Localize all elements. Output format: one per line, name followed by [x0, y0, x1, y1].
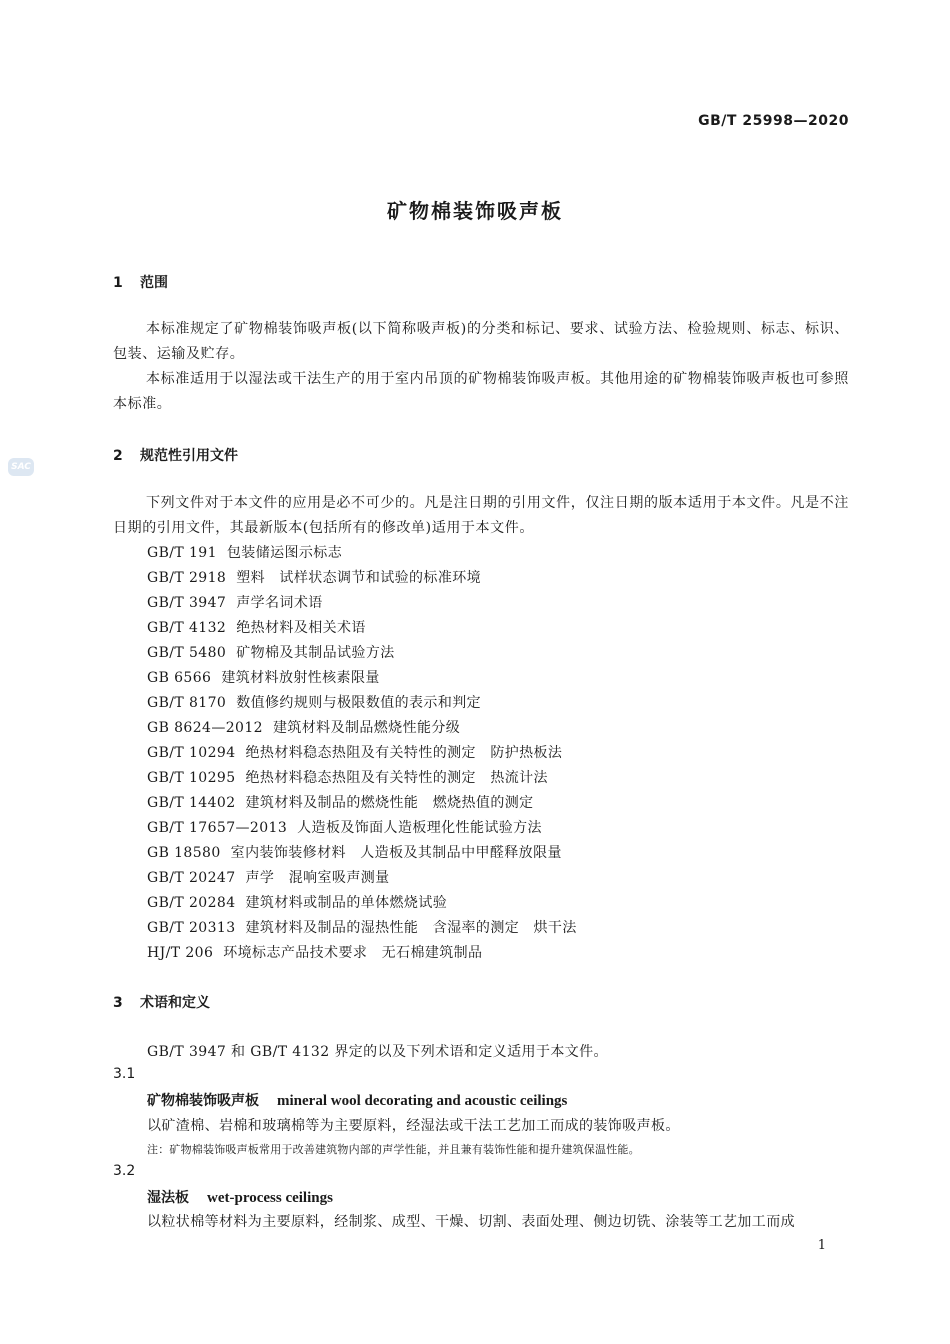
term-chinese: 矿物棉装饰吸声板	[147, 1093, 259, 1109]
reference-code: GB/T 4132	[147, 620, 227, 636]
reference-title: 室内装饰装修材料 人造板及其制品中甲醛释放限量	[230, 845, 562, 861]
reference-title: 绝热材料及相关术语	[236, 620, 366, 636]
term-heading	[147, 1090, 567, 1110]
reference-code: GB/T 8170	[147, 695, 227, 711]
reference-item	[147, 816, 542, 841]
reference-item	[147, 791, 534, 816]
section-heading-terms	[113, 992, 210, 1012]
term-heading	[147, 1187, 333, 1207]
section-title: 规范性引用文件	[140, 448, 238, 464]
section-title: 范围	[140, 275, 168, 291]
clause-number: 3.1	[113, 1066, 136, 1082]
reference-title: 声学 混响室吸声测量	[245, 870, 390, 886]
reference-code: GB/T 14402	[147, 795, 236, 811]
normative-intro: 下列文件对于本文件的应用是必不可少的。凡是注日期的引用文件，仅注日期的版本适用于本文件。凡是不注日期的引用文件，其最新版本(包括所有的修改单)适用于本文件。	[113, 495, 849, 536]
reference-code: GB/T 20313	[147, 920, 236, 936]
reference-code: GB/T 5480	[147, 645, 227, 661]
reference-code: GB/T 2918	[147, 570, 227, 586]
reference-code: GB/T 10295	[147, 770, 236, 786]
reference-item	[147, 641, 395, 666]
reference-item	[147, 591, 323, 616]
reference-item	[147, 616, 366, 641]
section-number: 1	[113, 275, 123, 291]
reference-item	[147, 716, 460, 741]
reference-code: GB/T 20284	[147, 895, 236, 911]
reference-title: 矿物棉及其制品试验方法	[236, 645, 395, 661]
reference-item	[147, 666, 380, 691]
reference-item	[147, 891, 447, 916]
term-english: mineral wool decorating and acoustic ceilings	[277, 1093, 568, 1109]
reference-code: GB/T 10294	[147, 745, 236, 761]
reference-title: 建筑材料放射性核素限量	[221, 670, 380, 686]
scope-paragraph-1: 本标准规定了矿物棉装饰吸声板(以下简称吸声板)的分类和标记、要求、试验方法、检验规则、标志、标识、包装、运输及贮存。	[113, 321, 849, 362]
reference-item	[147, 916, 577, 941]
reference-item	[147, 841, 562, 866]
document-title: 矿物棉装饰吸声板	[387, 199, 563, 223]
reference-item	[147, 866, 390, 891]
term-definition: 以矿渣棉、岩棉和玻璃棉等为主要原料，经湿法或干法工艺加工而成的装饰吸声板。	[147, 1118, 680, 1134]
reference-code: GB 6566	[147, 670, 212, 686]
section-number: 3	[113, 995, 123, 1011]
page-number: 1	[817, 1238, 826, 1253]
reference-code: GB/T 20247	[147, 870, 236, 886]
reference-title: 塑料 试样状态调节和试验的标准环境	[236, 570, 482, 586]
reference-title: 建筑材料及制品的燃烧性能 燃烧热值的测定	[245, 795, 534, 811]
reference-code: HJ/T 206	[147, 945, 214, 961]
reference-item	[147, 566, 481, 591]
reference-code: GB/T 3947	[147, 595, 227, 611]
reference-code: GB/T 191	[147, 545, 217, 561]
reference-item	[147, 741, 562, 766]
reference-title: 人造板及饰面人造板理化性能试验方法	[297, 820, 542, 836]
reference-title: 绝热材料稳态热阻及有关特性的测定 防护热板法	[245, 745, 563, 761]
reference-title: 建筑材料及制品燃烧性能分级	[272, 720, 461, 736]
term-note: 注：矿物棉装饰吸声板常用于改善建筑物内部的声学性能，并且兼有装饰性能和提升建筑保温性能。	[147, 1143, 640, 1156]
section-heading-normative-references	[113, 445, 238, 465]
term-chinese: 湿法板	[147, 1190, 189, 1206]
term-english: wet-process ceilings	[207, 1190, 333, 1206]
reference-title: 包装储运图示标志	[226, 545, 343, 561]
reference-code: GB 18580	[147, 845, 221, 861]
reference-title: 绝热材料稳态热阻及有关特性的测定 热流计法	[245, 770, 548, 786]
term-definition: 以粒状棉等材料为主要原料，经制浆、成型、干燥、切割、表面处理、侧边切铣、涂装等工艺加工而成	[147, 1214, 795, 1230]
reference-code: GB 8624—2012	[147, 720, 263, 736]
reference-item	[147, 541, 342, 566]
reference-item	[147, 766, 548, 791]
standard-code: GB/T 25998—2020	[698, 113, 849, 129]
reference-title: 声学名词术语	[236, 595, 323, 611]
reference-title: 环境标志产品技术要求 无石棉建筑制品	[223, 945, 483, 961]
terms-intro: GB/T 3947 和 GB/T 4132 界定的以及下列术语和定义适用于本文件。	[147, 1044, 608, 1060]
clause-number: 3.2	[113, 1163, 136, 1179]
section-heading-scope	[113, 272, 168, 292]
reference-title: 数值修约规则与极限数值的表示和判定	[236, 695, 482, 711]
reference-title: 建筑材料或制品的单体燃烧试验	[245, 895, 448, 911]
section-number: 2	[113, 448, 123, 464]
reference-item	[147, 941, 482, 966]
reference-item	[147, 691, 481, 716]
section-title: 术语和定义	[140, 995, 210, 1011]
reference-code: GB/T 17657—2013	[147, 820, 288, 836]
sac-logo: SAC	[8, 458, 34, 476]
reference-title: 建筑材料及制品的湿热性能 含湿率的测定 烘干法	[245, 920, 577, 936]
scope-paragraph-2: 本标准适用于以湿法或干法生产的用于室内吊顶的矿物棉装饰吸声板。其他用途的矿物棉装饰吸声板也可参照本标准。	[113, 371, 849, 412]
